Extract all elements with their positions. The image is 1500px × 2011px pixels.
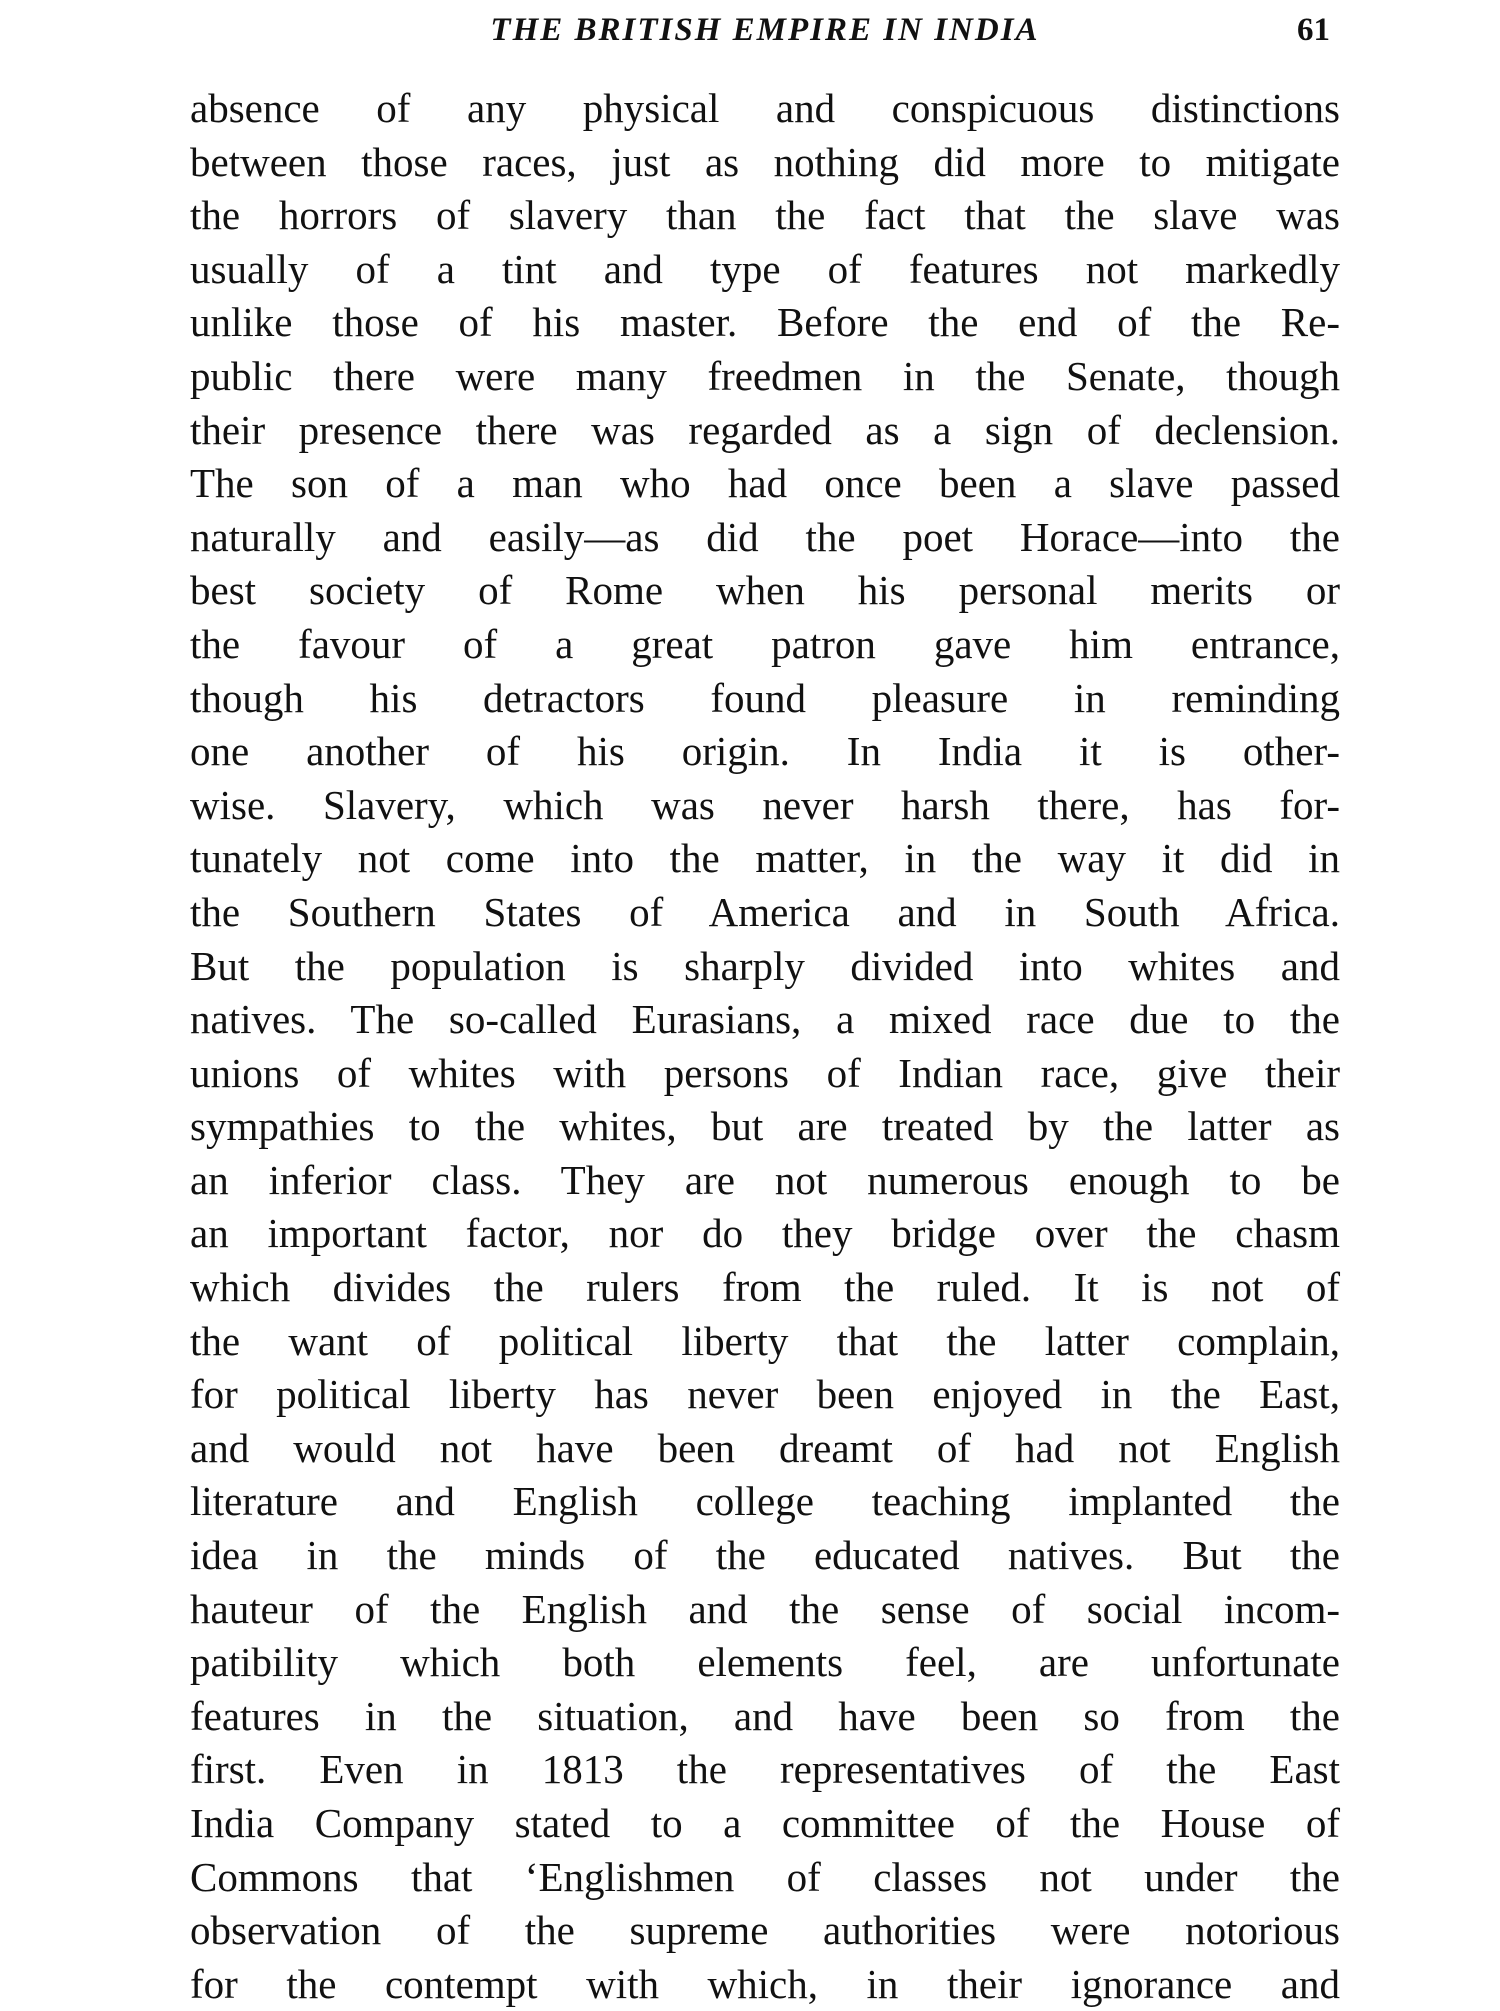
text-line: for political liberty has never been enjoyed in the East,: [190, 1371, 1340, 1418]
text-line: public there were many freedmen in the Senate, though: [190, 352, 1340, 399]
text-line: best society of Rome when his personal merits or: [190, 567, 1340, 614]
text-line: wise. Slavery, which was never harsh there, has for-: [190, 781, 1340, 828]
text-line: naturally and easily—as did the poet Horace—into the: [190, 513, 1340, 560]
text-line: unions of whites with persons of Indian race, give their: [190, 1049, 1340, 1096]
text-line: absence of any physical and conspicuous distinctions: [190, 85, 1340, 131]
text-line: tunately not come into the matter, in the way it did in: [190, 835, 1340, 882]
text-line: which divides the rulers from the ruled. It is not of: [190, 1264, 1340, 1311]
text-line: an important factor, nor do they bridge over the chasm: [190, 1210, 1340, 1257]
text-line: The son of a man who had once been a slave passed: [190, 460, 1340, 507]
text-line: unlike those of his master. Before the end of the Re-: [190, 299, 1340, 346]
text-line: natives. The so-called Eurasians, a mixed race due to the: [190, 996, 1340, 1043]
text-line: the want of political liberty that the latter complain,: [190, 1317, 1340, 1364]
running-title: THE BRITISH EMPIRE IN INDIA: [490, 12, 1040, 48]
text-line: the horrors of slavery than the fact that the slave was: [190, 192, 1340, 239]
text-line: the Southern States of America and in South Africa.: [190, 888, 1340, 935]
text-line: hauteur of the English and the sense of social incom-: [190, 1585, 1340, 1632]
text-line: usually of a tint and type of features not markedly: [190, 245, 1340, 292]
text-line: first. Even in 1813 the representatives of the East: [190, 1746, 1340, 1793]
text-line: an inferior class. They are not numerous enough to be: [190, 1156, 1340, 1203]
text-line: features in the situation, and have been so from the: [190, 1692, 1340, 1739]
text-line: patibility which both elements feel, are unfortunate: [190, 1639, 1340, 1686]
text-line: But the population is sharply divided into whites and: [190, 942, 1340, 989]
text-line: Commons that ‘Englishmen of classes not under the: [190, 1853, 1340, 1900]
text-line: sympathies to the whites, but are treated by the latter as: [190, 1103, 1340, 1150]
page-number: 61: [1297, 12, 1330, 48]
text-line: their presence there was regarded as a sign of declension.: [190, 406, 1340, 453]
text-line: for the contempt with which, in their ignorance and: [190, 1960, 1340, 2007]
body-text: [190, 82, 1340, 2011]
text-line: between those races, just as nothing did more to mitigate: [190, 138, 1340, 185]
text-line: literature and English college teaching implanted the: [190, 1478, 1340, 1525]
text-line: though his detractors found pleasure in reminding: [190, 674, 1340, 721]
running-head: [190, 8, 1340, 58]
text-line: India Company stated to a committee of the House of: [190, 1800, 1340, 1846]
text-line: observation of the supreme authorities were notorious: [190, 1907, 1340, 1954]
text-line: and would not have been dreamt of had not English: [190, 1424, 1340, 1471]
text-line: one another of his origin. In India it is other-: [190, 728, 1340, 775]
text-line: the favour of a great patron gave him entrance,: [190, 620, 1340, 667]
text-line: idea in the minds of the educated natives. But the: [190, 1532, 1340, 1579]
